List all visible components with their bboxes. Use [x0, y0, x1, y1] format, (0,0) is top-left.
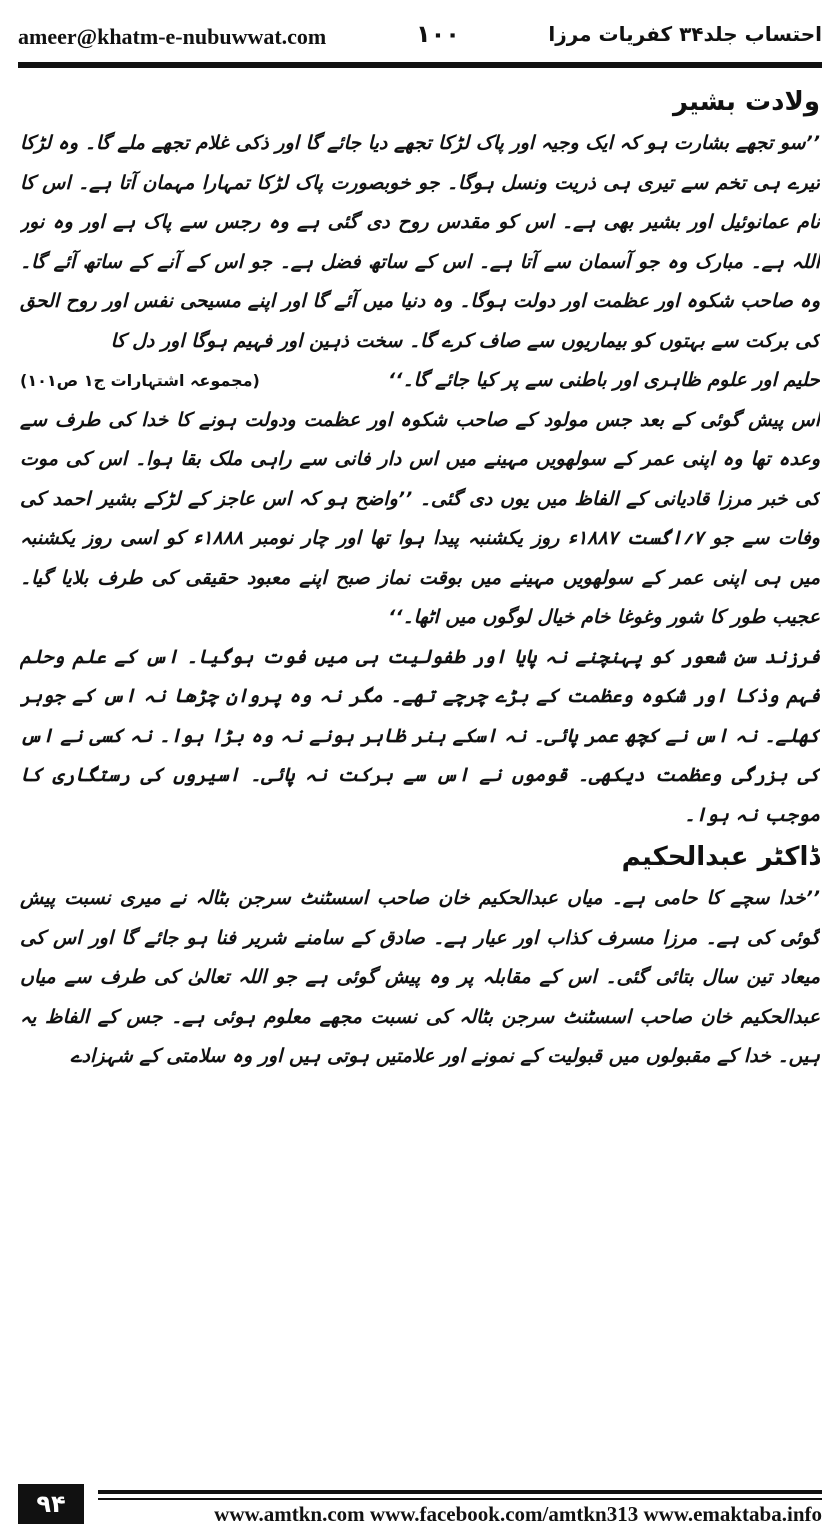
- header-page-number: ۱۰۰: [416, 20, 460, 48]
- header-email: ameer@khatm-e-nubuwwat.com: [18, 24, 327, 49]
- running-title: احتساب جلد۳۴ کفریات مرزا: [548, 22, 822, 46]
- quote-last-line-with-citation: [20, 361, 820, 401]
- header-rule: [18, 62, 822, 68]
- footer-rule-thin: [98, 1498, 822, 1500]
- page-footer: [18, 1484, 822, 1528]
- footer-urls: www.amtkn.com www.facebook.com/amtkn313 www.emaktaba.info: [214, 1502, 822, 1526]
- footer-rule: [98, 1490, 822, 1494]
- paragraph-3: فرزند سن شعور کو پہنچنے نہ پایا اور طفولیت ہی میں فوت ہوگیا۔ اس کے علم وحلم فہم وذکا اور شکوہ وعظمت کے بڑے چرچے تھے۔ مگر نہ وہ پروان چڑھا نہ اس کے جوہر کھلے۔ نہ اس نے کچھ عمر پائی۔ نہ اسکے ہنر ظاہر ہونے نہ وہ بڑا ہوا۔ نہ کسی نے اس کی بزرگی وعظمت دیکھی۔ قوموں نے اس سے برکت نہ پائی۔ اسیروں کی رستگاری کا موجب نہ ہوا۔: [20, 645, 820, 826]
- citation: (مجموعہ اشتہارات ج۱ ص۱۰۱): [20, 371, 260, 390]
- quote-paragraph-2: ’’خدا سچے کا حامی ہے۔ میاں عبدالحکیم خان صاحب اسسٹنٹ سرجن بٹالہ نے میری نسبت پیش گوئی کی ہے۔ مرزا مسرف کذاب اور عیار ہے۔ صادق کے سامنے شریر فنا ہو جائے گا اور اس کی میعاد تین سال بتائی گئی۔ اس کے مقابلہ پر وہ پیش گوئی ہے جو اللہ تعالیٰ کی طرف سے میاں عبدالحکیم خان صاحب اسسٹنٹ سرجن بٹالہ کی نسبت مجھے معلوم ہوئی ہے۔ جس کے الفاظ یہ ہیں۔ خدا کے مقبولوں میں قبولیت کے نمونے اور علامتیں ہوتی ہیں اور وہ سلامتی کے شہزادے: [20, 887, 820, 1067]
- quote-last-line: حلیم اور علوم ظاہری اور باطنی سے پر کیا جائے گا۔‘‘: [388, 369, 820, 391]
- page-body: [20, 80, 820, 1460]
- footer-page-number: ۹۴: [18, 1484, 84, 1524]
- paragraph-2: اس پیش گوئی کے بعد جس مولود کے صاحب شکوہ اور عظمت ودولت ہونے کا خدا کی طرف سے وعدہ تھا وہ اپنی عمر کے سولھویں مہینے میں اس دار فانی سے راہی ملک بقا ہوا۔ اس کی موت کی خبر مرزا قادیانی کے الفاظ میں یوں دی گئی۔ ’’واضح ہو کہ اس عاجز کے لڑکے بشیر احمد کی وفات سے جو ۷؍اگست ۱۸۸۷ء روز یکشنبہ پیدا ہوا تھا اور چار نومبر ۱۸۸۸ء کو اسی روز یکشنبہ میں ہی اپنی عمر کے سولھویں مہینے میں بوقت نماز صبح اپنے معبود حقیقی کی طرف بلایا گیا۔ عجیب طور کا شور وغوغا خام خیال لوگوں میں اٹھا۔‘‘: [20, 408, 820, 628]
- section-heading-dr-abdul-hakeem: ڈاکٹر عبدالحکیم: [621, 842, 820, 872]
- section-heading-birth-of-bashir: ولادت بشیر: [672, 87, 820, 117]
- quote-paragraph: ’’سو تجھے بشارت ہو کہ ایک وجیہ اور پاک لڑکا تجھے دیا جائے گا اور ذکی غلام تجھے ملے گا۔ وہ لڑکا تیرے ہی تخم سے تیری ہی ذریت ونسل ہوگا۔ جو خوبصورت پاک لڑکا تمہارا مہمان آتا ہے۔ اس کا نام عمانوئیل اور بشیر بھی ہے۔ اس کو مقدس روح دی گئی ہے وہ رجس سے پاک ہے اور وہ نور اللہ ہے۔ مبارک وہ جو آسمان سے آتا ہے۔ اس کے ساتھ فضل ہے۔ جو اس کے آنے کے ساتھ آئے گا۔ وہ صاحب شکوہ اور عظمت اور دولت ہوگا۔ وہ دنیا میں آئے گا اور اپنے مسیحی نفس اور روح الحق کی برکت سے بہتوں کو بیماریوں سے صاف کرے گا۔ سخت ذہین اور فہیم ہوگا اور دل کا: [20, 132, 820, 352]
- page-header: [18, 20, 822, 56]
